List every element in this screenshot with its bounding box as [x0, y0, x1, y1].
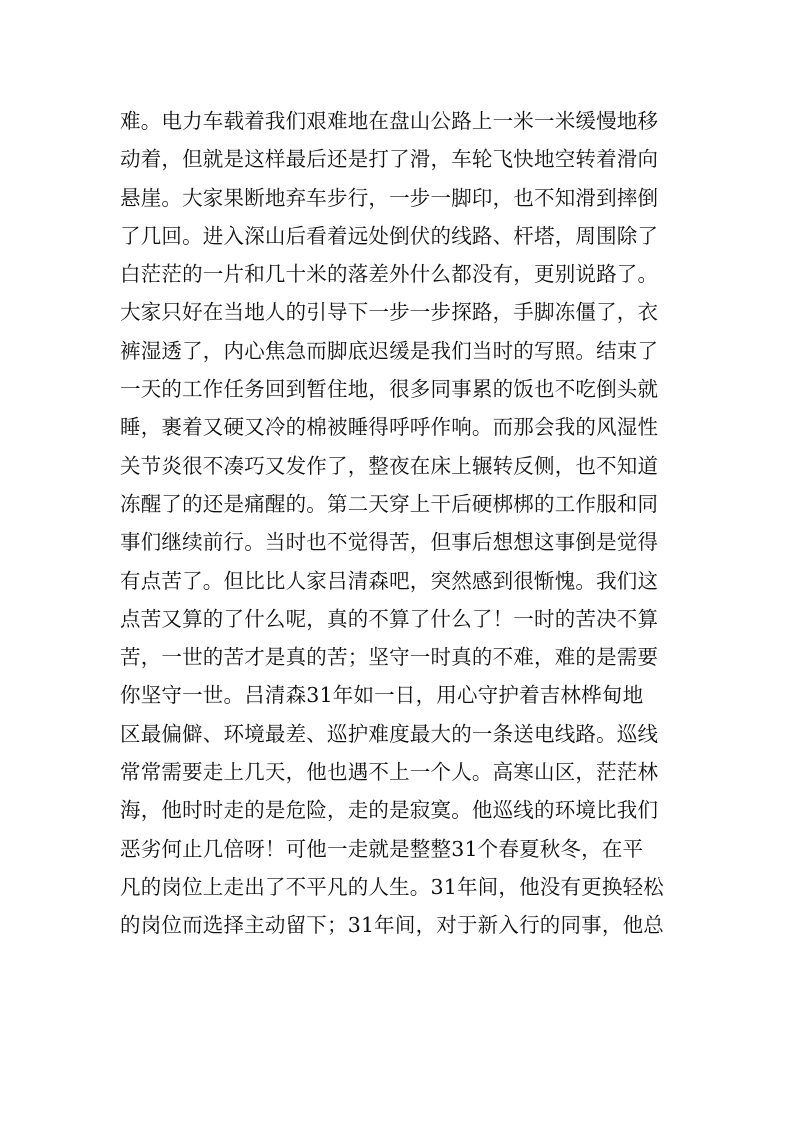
text-line: 了几回。进入深山后看着远处倒伏的线路、杆塔，周围除了 [120, 223, 659, 248]
text-line: 难。电力车载着我们艰难地在盘山公路上一米一米缓慢地移 [120, 109, 659, 133]
text-line: 裤湿透了，内心焦急而脚底迟缓是我们当时的写照。结束了 [120, 338, 659, 363]
text-line: 的岗位而选择主动留下；31年间，对于新入行的同事，他总 [120, 913, 664, 938]
text-line: 白茫茫的一片和几十米的落差外什么都没有，更别说路了。 [120, 262, 659, 287]
text-line: 凡的岗位上走出了不平凡的人生。31年间，他没有更换轻松 [120, 874, 664, 899]
text-line: 事们继续前行。当时也不觉得苦，但事后想想这事倒是觉得 [120, 530, 659, 555]
text-line: 睡，裹着又硬又冷的棉被睡得呼呼作响。而那会我的风湿性 [120, 415, 659, 440]
text-line: 一天的工作任务回到暂住地，很多同事累的饭也不吃倒头就 [120, 377, 659, 402]
text-line: 有点苦了。但比比人家吕清森吧，突然感到很惭愧。我们这 [120, 568, 659, 593]
text-line: 悬崖。大家果断地弃车步行，一步一脚印，也不知滑到摔倒 [120, 185, 659, 210]
text-line: 动着，但就是这样最后还是打了滑，车轮飞快地空转着滑向 [120, 147, 659, 172]
text-line: 恶劣何止几倍呀！可他一走就是整整31个春夏秋冬，在平 [120, 836, 644, 861]
text-line: 点苦又算的了什么呢，真的不算了什么了！一时的苦决不算 [120, 606, 659, 631]
text-line: 海，他时时走的是危险，走的是寂寞。他巡线的环境比我们 [120, 798, 659, 823]
text-line: 苦，一世的苦才是真的苦；坚守一时真的不难，难的是需要 [120, 645, 659, 670]
text-line: 冻醒了的还是痛醒的。第二天穿上干后硬梆梆的工作服和同 [120, 491, 659, 516]
text-line: 大家只好在当地人的引导下一步一步探路，手脚冻僵了，衣 [120, 300, 659, 325]
text-line: 常常需要走上几天，他也遇不上一个人。高寒山区，茫茫林 [120, 760, 659, 785]
text-line: 区最偏僻、环境最差、巡护难度最大的一条送电线路。巡线 [120, 721, 659, 746]
text-line: 关节炎很不凑巧又发作了，整夜在床上辗转反侧，也不知道 [120, 453, 659, 478]
body-text [120, 102, 690, 945]
text-line: 你坚守一世。吕清森31年如一日，用心守护着吉林桦甸地 [120, 683, 644, 708]
